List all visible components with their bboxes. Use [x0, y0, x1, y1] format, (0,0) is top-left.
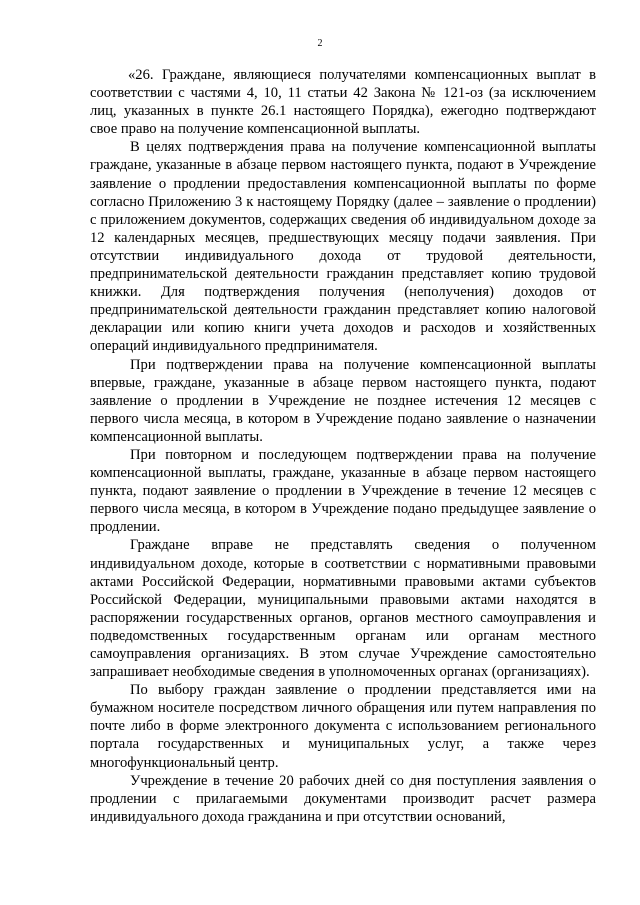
paragraph-3: При подтверждении права на получение компенсационной выплаты впервые, граждане, указанные в абзаце первом настоящего пункта, подают заявление о продлении в Учреждение не позднее истечения 12 месяцев с первого числа месяца, в котором в Учреждение подано заявление о назначении компенсационной выплаты.	[90, 356, 596, 445]
page-number: 2	[317, 38, 323, 49]
paragraph-2: В целях подтверждения права на получение компенсационной выплаты граждане, указанные в абзаце первом настоящего пункта, подают в Учреждение заявление о продлении предоставления компенсационной выплаты по форме согласно Приложению 3 к настоящему Порядку (далее – заявление о продлении) с приложением документов, содержащих сведения об индивидуальном доходе за 12 календарных месяцев, предшествующих месяцу подачи заявления. При отсутствии индивидуального дохода от трудовой деятельности, предпринимательской деятельности гражданин представляет копию трудовой книжки. Для подтверждения получения (неполучения) доходов от предпринимательской деятельности гражданин представляет копию налоговой декларации или копию книги учета доходов и расходов и хозяйственных операций индивидуального предпринимателя.	[90, 139, 596, 355]
document-body	[90, 66, 596, 826]
paragraph-5: Граждане вправе не представлять сведения о полученном индивидуальном доходе, которые в соответствии с нормативными правовыми актами Российской Федерации, нормативными правовыми актами субъектов Российской Федерации, муниципальными правовыми актами находятся в распоряжении государственных органов, органов местного самоуправления и подведомственных государственным органам или органам местного самоуправления организациях. В этом случае Учреждение самостоятельно запрашивает необходимые сведения в уполномоченных органах (организациях).	[90, 537, 596, 681]
paragraph-4: При повторном и последующем подтверждении права на получение компенсационной выплаты, граждане, указанные в абзаце первом настоящего пункта, подают заявление о продлении в Учреждение в течение 12 месяцев с первого числа месяца, в котором в Учреждение подано предыдущее заявление о продлении.	[90, 446, 596, 536]
paragraph-6: По выбору граждан заявление о продлении представляется ими на бумажном носителе посредством личного обращения или путем направления по почте либо в форме электронного документа с использованием регионального портала государственных и муниципальных услуг, а также через многофункциональный центр.	[90, 682, 596, 771]
paragraph-7: Учреждение в течение 20 рабочих дней со дня поступления заявления о продлении с прилагаемыми документами производит расчет размера индивидуального дохода гражданина и при отсутствии оснований,	[90, 772, 596, 825]
paragraph-1: «26. Граждане, являющиеся получателями компенсационных выплат в соответствии с частями 4, 10, 11 статьи 42 Закона № 121-оз (за исключением лиц, указанных в пункте 26.1 настоящего Порядка), ежегодно подтверждают свое право на получение компенсационной выплаты.	[90, 67, 596, 138]
